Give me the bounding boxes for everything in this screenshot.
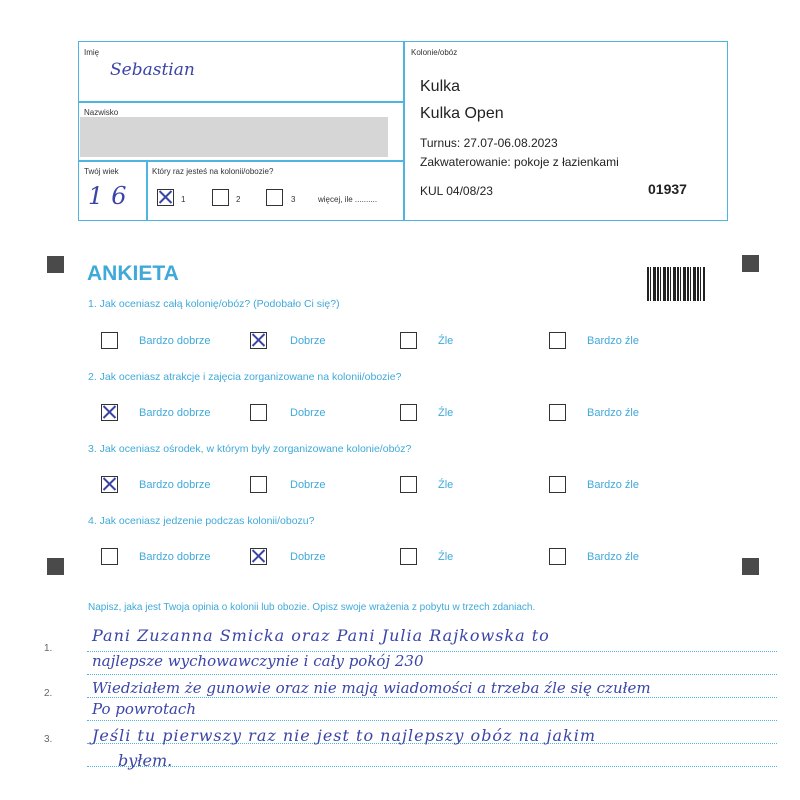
q1-option-bardzo-zle[interactable] bbox=[549, 332, 566, 349]
q1-option-dobrze[interactable] bbox=[250, 332, 267, 349]
q2-label-bardzo-zle: Bardzo źle bbox=[587, 407, 639, 419]
survey-title: ANKIETA bbox=[87, 262, 179, 285]
ktory-raz-option-3: 3 bbox=[291, 195, 296, 204]
line-number-3: 3. bbox=[44, 734, 53, 745]
q3-label-bardzo-dobrze: Bardzo dobrze bbox=[139, 479, 211, 491]
imie-value: Sebastian bbox=[110, 60, 195, 80]
q4-label-bardzo-zle: Bardzo źle bbox=[587, 551, 639, 563]
q3-label-zle: Źle bbox=[438, 479, 454, 491]
header-row-line bbox=[78, 160, 404, 162]
kolonia-name: Kulka bbox=[420, 78, 461, 95]
writing-line bbox=[87, 720, 777, 721]
q4-option-dobrze[interactable] bbox=[250, 548, 267, 565]
ktory-raz-checkbox-1[interactable] bbox=[157, 189, 174, 206]
q4-label-dobrze: Dobrze bbox=[290, 551, 326, 563]
q4-option-bardzo-dobrze[interactable] bbox=[101, 548, 118, 565]
ktory-raz-option-1: 1 bbox=[181, 195, 186, 204]
opinion-prompt: Napisz, jaka jest Twoja opinia o kolonii lub obozie. Opisz swoje wrażenia z pobytu w trzech zdaniach. bbox=[88, 602, 536, 613]
ktory-raz-checkbox-2[interactable] bbox=[212, 189, 229, 206]
q1-label-dobrze: Dobrze bbox=[290, 335, 326, 347]
opinion-line-2: Wiedziałem że gunowie oraz nie mają wiadomości a trzeba źle się czułem bbox=[92, 679, 651, 697]
ktory-raz-label: Który raz jesteś na kolonii/obozie? bbox=[152, 167, 274, 176]
q4-label-zle: Źle bbox=[438, 551, 454, 563]
q1-option-zle[interactable] bbox=[400, 332, 417, 349]
q3-option-dobrze[interactable] bbox=[250, 476, 267, 493]
header-row-line bbox=[78, 101, 404, 103]
q1-label-zle: Źle bbox=[438, 335, 454, 347]
registration-marker bbox=[47, 256, 64, 273]
q2-option-bardzo-dobrze[interactable] bbox=[101, 404, 118, 421]
header-cell-divider bbox=[146, 160, 148, 221]
question-4: 4. Jak oceniasz jedzenie podczas kolonii/obozu? bbox=[88, 515, 315, 527]
line-number-1: 1. bbox=[44, 643, 53, 654]
kolonie-label: Kolonie/obóz bbox=[411, 48, 458, 57]
ktory-raz-option-2: 2 bbox=[236, 195, 241, 204]
writing-line bbox=[87, 697, 777, 698]
q4-option-zle[interactable] bbox=[400, 548, 417, 565]
ktory-raz-checkbox-3[interactable] bbox=[266, 189, 283, 206]
registration-marker bbox=[742, 255, 759, 272]
q1-label-bardzo-dobrze: Bardzo dobrze bbox=[139, 335, 211, 347]
q2-label-bardzo-dobrze: Bardzo dobrze bbox=[139, 407, 211, 419]
q2-label-zle: Źle bbox=[438, 407, 454, 419]
wiek-value: 16 bbox=[88, 182, 135, 210]
opinion-line-1: Pani Zuzanna Smicka oraz Pani Julia Rajkowska to bbox=[92, 626, 550, 645]
writing-line bbox=[87, 766, 777, 767]
opinion-line-1-continued: najlepsze wychowawczynie i cały pokój 230 bbox=[92, 652, 424, 670]
imie-label: Imię bbox=[84, 48, 100, 57]
q3-label-bardzo-zle: Bardzo źle bbox=[587, 479, 639, 491]
kolonia-sub: Kulka Open bbox=[420, 105, 504, 122]
registration-marker bbox=[742, 558, 759, 575]
q2-label-dobrze: Dobrze bbox=[290, 407, 326, 419]
zakwaterowanie-text: Zakwaterowanie: pokoje z łazienkami bbox=[420, 155, 619, 169]
writing-line bbox=[87, 674, 777, 675]
question-3: 3. Jak oceniasz ośrodek, w którym były zorganizowane kolonie/obóz? bbox=[88, 443, 412, 455]
question-2: 2. Jak oceniasz atrakcje i zajęcia zorganizowane na kolonii/obozie? bbox=[88, 371, 402, 383]
q3-option-bardzo-zle[interactable] bbox=[549, 476, 566, 493]
header-divider bbox=[403, 41, 405, 221]
registration-marker bbox=[47, 558, 64, 575]
q2-option-dobrze[interactable] bbox=[250, 404, 267, 421]
q4-option-bardzo-zle[interactable] bbox=[549, 548, 566, 565]
q3-label-dobrze: Dobrze bbox=[290, 479, 326, 491]
opinion-line-3-continued: byłem. bbox=[118, 751, 173, 770]
wiecej-label: więcej, ile .......... bbox=[318, 195, 378, 204]
nazwisko-label: Nazwisko bbox=[84, 108, 119, 117]
form-number: 01937 bbox=[648, 181, 687, 197]
barcode bbox=[647, 267, 705, 301]
turnus-text: Turnus: 27.07-06.08.2023 bbox=[420, 136, 558, 150]
question-1: 1. Jak oceniasz całą kolonię/obóz? (Podobało Ci się?) bbox=[88, 298, 340, 310]
q2-option-zle[interactable] bbox=[400, 404, 417, 421]
form-code: KUL 04/08/23 bbox=[420, 184, 493, 198]
opinion-line-3: Jeśli tu pierwszy raz nie jest to najlepszy obóz na jakim bbox=[92, 726, 596, 745]
opinion-line-2-continued: Po powrotach bbox=[92, 700, 196, 718]
q1-label-bardzo-zle: Bardzo źle bbox=[587, 335, 639, 347]
q3-option-zle[interactable] bbox=[400, 476, 417, 493]
nazwisko-redacted bbox=[80, 117, 388, 157]
q1-option-bardzo-dobrze[interactable] bbox=[101, 332, 118, 349]
wiek-label: Twój wiek bbox=[84, 167, 119, 176]
q2-option-bardzo-zle[interactable] bbox=[549, 404, 566, 421]
q3-option-bardzo-dobrze[interactable] bbox=[101, 476, 118, 493]
line-number-2: 2. bbox=[44, 688, 53, 699]
q4-label-bardzo-dobrze: Bardzo dobrze bbox=[139, 551, 211, 563]
